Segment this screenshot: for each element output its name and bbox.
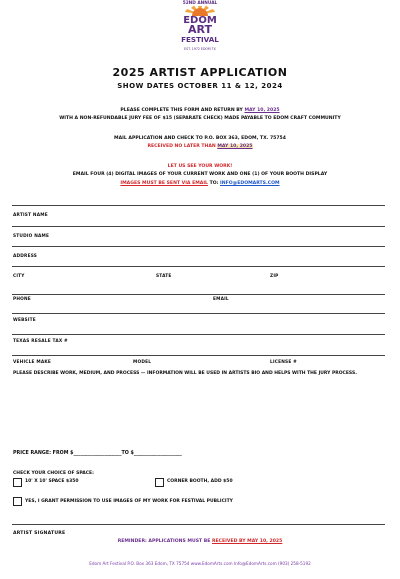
work-email-line: EMAIL FOUR (4) DIGITAL IMAGES OF YOUR CURRENT WORK AND ONE (1) OF YOUR BOOTH DISPLAY [72,172,328,177]
describe-work-prompt: PLEASE DESCRIBE WORK, MEDIUM, AND PROCESS — INFORMATION WILL BE USED IN ARTISTS BIO AND HELPS WITH THE JURY PROCESS. [13,371,357,376]
space-heading: CHECK YOUR CHOICE OF SPACE: [13,471,94,476]
show-dates: SHOW DATES OCTOBER 11 & 12, 2024 [117,82,283,90]
state-label: STATE [156,274,172,279]
divider-top [12,205,385,206]
artist-name-label: ARTIST NAME [13,213,48,218]
vehicle-make-label: VEHICLE MAKE [13,360,52,365]
website-label: WEBSITE [13,318,36,323]
zip-label: ZIP [270,274,279,279]
website-field[interactable] [12,334,385,335]
license-label: LICENSE # [270,360,297,365]
instructions-line2: WITH A NON-REFUNDABLE JURY FEE OF $15 (SEPARATE CHECK) MADE PAYABLE TO EDOM CRAFT COMMUNITY [59,116,341,121]
address-field[interactable] [12,266,385,267]
info-email-link[interactable]: INFO@EDOMARTS.COM [220,181,280,186]
mail-line: MAIL APPLICATION AND CHECK TO P.O. BOX 363, EDOM, TX. 75754 [114,136,286,141]
price-range-to[interactable]: TO $____________________ [121,451,182,456]
work-sent-line [0,181,400,186]
phone-label: PHONE [13,297,31,302]
permission-label: YES, I GRANT PERMISSION TO USE IMAGES OF MY WORK FOR FESTIVAL PUBLICITY [25,499,233,504]
reminder-date: RECEIVED BY MAY 10, 2025 [212,539,283,544]
received-line [0,144,400,149]
logo-line2: ART [188,23,212,36]
artist-name-field[interactable] [12,226,385,227]
signature-top-line [12,524,385,525]
signature-label: ARTIST SIGNATURE [13,531,66,536]
studio-name-field[interactable] [12,246,385,247]
logo-line1: EDOM [183,15,217,26]
tax-label: TEXAS RESALE TAX # [13,339,68,344]
price-range-from[interactable]: PRICE RANGE: FROM $____________________ [13,451,122,456]
sent-to-text: TO: [207,181,221,186]
address-label: ADDRESS [13,254,38,259]
logo-line3: FESTIVAL [181,35,219,44]
city-state-zip-field[interactable] [12,294,385,295]
space-option2-label: CORNER BOOTH, ADD $50 [167,479,233,484]
permission-checkbox[interactable] [13,497,22,506]
phone-email-field[interactable] [12,313,385,314]
logo-tagline: EST. 1972 EDOM TX [184,47,216,51]
page-title: 2025 ARTIST APPLICATION [112,66,288,79]
space-option1-label: 10' X 10' SPACE $350 [25,479,79,484]
return-by-date: MAY 10, 2025 [244,108,280,113]
email-label: EMAIL [213,297,229,302]
reminder [0,539,400,544]
logo-anniversary: 52ND ANNUAL [182,1,218,6]
instructions-line1-text: PLEASE COMPLETE THIS FORM AND RETURN BY [120,108,245,113]
received-date: MAY 10, 2025 [217,144,253,149]
space-option1-checkbox[interactable] [13,478,22,487]
sent-via-text: IMAGES MUST BE SENT VIA EMAIL [120,181,208,186]
price-range[interactable] [13,451,182,456]
model-label: MODEL [133,360,152,365]
footer: Edom Art Festival P.O. Box 363 Edom, TX 75754 www.EdomArts.com Info@EdomArts.com (903) 258-5192 [89,561,311,566]
city-label: CITY [13,274,25,279]
space-option2-checkbox[interactable] [155,478,164,487]
studio-name-label: STUDIO NAME [13,234,50,239]
reminder-text: REMINDER: APPLICATIONS MUST BE [117,539,212,544]
received-text: RECEIVED NO LATER THAN [147,144,218,149]
work-heading: LET US SEE YOUR WORK! [167,164,233,169]
edom-art-festival-logo [174,2,226,64]
instructions-line1 [0,108,400,113]
tax-field[interactable] [12,355,385,356]
